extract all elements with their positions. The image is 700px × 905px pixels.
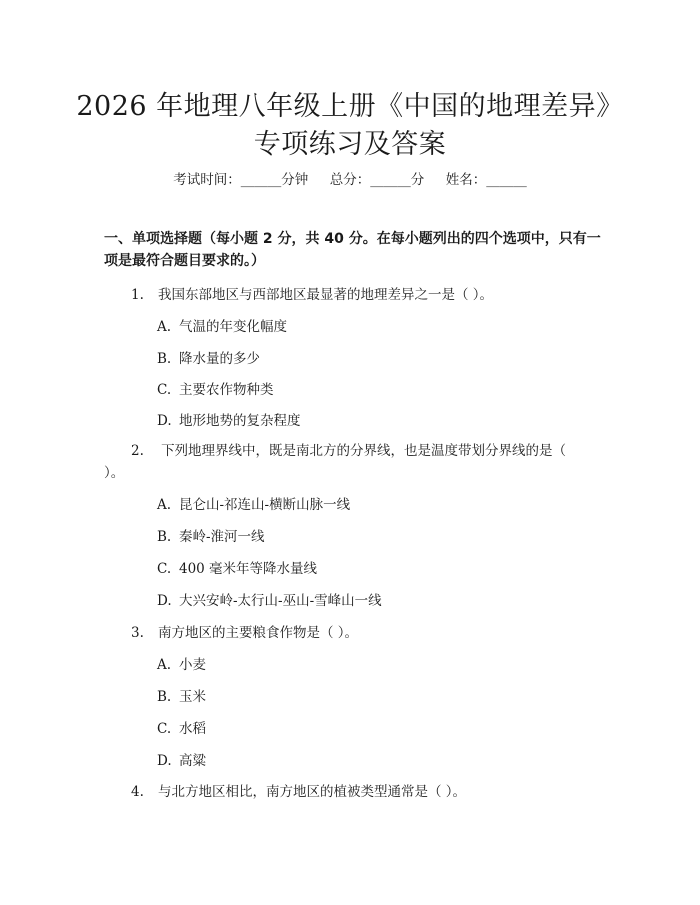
option-label: C.: [157, 721, 172, 737]
option-label: B.: [157, 689, 172, 705]
option-label: B.: [157, 529, 172, 545]
option-label: B.: [157, 351, 172, 367]
option-text: 高粱: [179, 753, 206, 769]
option-3a: [157, 653, 206, 673]
question-text: 我国东部地区与西部地区最显著的地理差异之一是（ ）。: [158, 287, 494, 303]
question-4: [131, 780, 466, 800]
option-text: 主要农作物种类: [179, 382, 274, 398]
option-2b: [157, 525, 265, 545]
question-3: [131, 621, 358, 641]
question-2: [104, 440, 574, 484]
option-label: D.: [157, 413, 172, 429]
question-text: 下列地理界线中，既是南北方的分界线，也是温度带划分界线的是（ ）。: [104, 443, 567, 481]
option-1b: [157, 347, 260, 367]
exam-meta: 考试时间：______分钟 总分：______分 姓名：______: [173, 172, 527, 188]
title-line-1: 2026 年地理八年级上册《中国的地理差异》: [76, 91, 624, 122]
option-text: 400 毫米年等降水量线: [179, 561, 318, 577]
question-number: 4.: [131, 784, 144, 800]
option-label: A.: [157, 319, 172, 335]
option-text: 秦岭-淮河一线: [179, 529, 265, 545]
option-text: 水稻: [179, 721, 206, 737]
option-2c: [157, 557, 317, 577]
option-text: 气温的年变化幅度: [179, 319, 287, 335]
option-1a: [157, 315, 287, 335]
option-text: 玉米: [179, 689, 206, 705]
question-text: 南方地区的主要粮食作物是（ ）。: [158, 625, 359, 641]
option-label: D.: [157, 753, 172, 769]
section-heading: 一、单项选择题（每小题 2 分，共 40 分。在每小题列出的四个选项中，只有一项是最符合题目要求的。）: [104, 231, 601, 269]
option-label: D.: [157, 593, 172, 609]
option-1c: [157, 378, 274, 398]
question-number: 1.: [131, 287, 144, 303]
option-text: 昆仑山-祁连山-横断山脉一线: [179, 497, 351, 513]
title-line-2: 专项练习及答案: [253, 129, 447, 160]
option-label: A.: [157, 497, 172, 513]
option-label: C.: [157, 382, 172, 398]
option-2d: [157, 589, 382, 609]
option-3d: [157, 749, 206, 769]
option-2a: [157, 493, 350, 513]
option-text: 小麦: [179, 657, 206, 673]
question-number: 2.: [131, 443, 144, 459]
option-text: 大兴安岭-太行山-巫山-雪峰山一线: [179, 593, 382, 609]
question-1: [131, 283, 493, 303]
option-1d: [157, 409, 301, 429]
question-text: 与北方地区相比，南方地区的植被类型通常是（ ）。: [158, 784, 467, 800]
option-label: C.: [157, 561, 172, 577]
option-text: 降水量的多少: [179, 351, 260, 367]
question-number: 3.: [131, 625, 144, 641]
option-3c: [157, 717, 206, 737]
option-3b: [157, 685, 206, 705]
option-text: 地形地势的复杂程度: [179, 413, 301, 429]
option-label: A.: [157, 657, 172, 673]
